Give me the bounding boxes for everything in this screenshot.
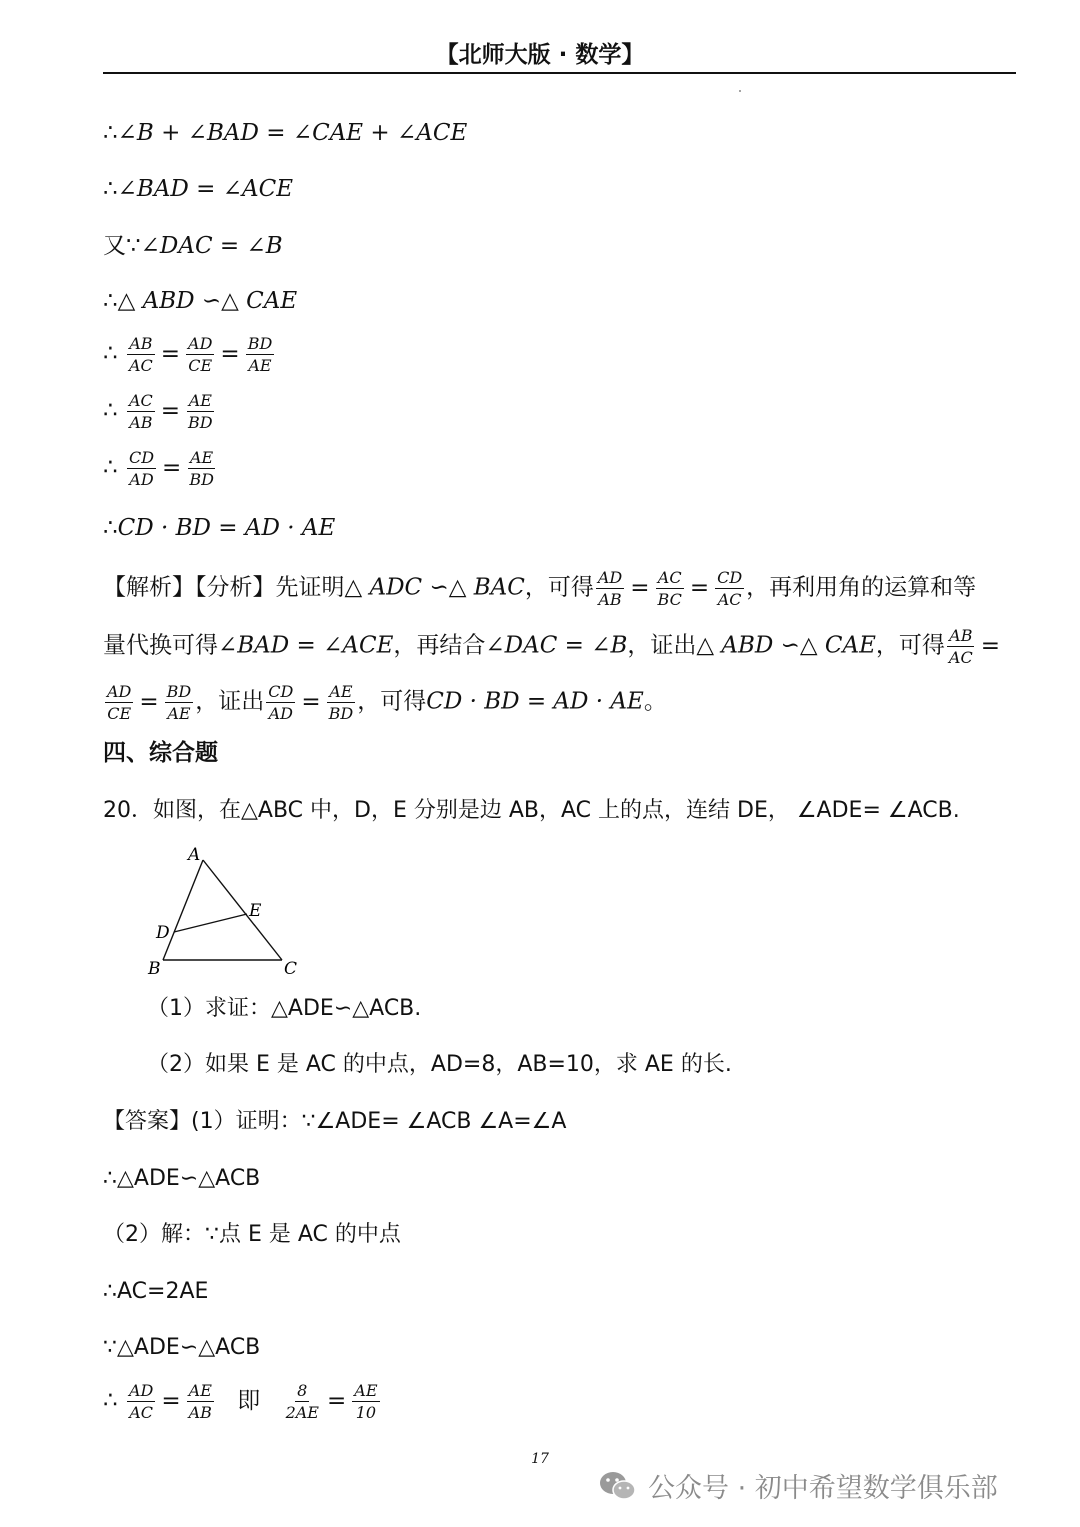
page-number: 17	[531, 1451, 549, 1467]
fraction-numerator: AE	[354, 1381, 378, 1400]
vertex-label-d: D	[156, 923, 170, 943]
proof-line-8: ∴CD · BD = AD · AE	[103, 515, 336, 541]
section-title: 四、综合题	[103, 740, 218, 766]
fraction-denominator: AB	[129, 413, 153, 432]
answer-line-3: （2）解：∵点 E 是 AC 的中点	[103, 1222, 401, 1247]
fraction-denominator: 10	[355, 1403, 377, 1422]
vertex-label-b: B	[148, 959, 161, 979]
answer-line-6: ∴ $\frac{AD}{AC}$ = $\frac{AE}{AB}$ 即 $\frac{8}{2AE}$ = $\frac{AE}{10}$	[103, 1381, 378, 1422]
fraction	[127, 448, 156, 489]
answer-line-2: ∴△ADE∽△ACB	[103, 1166, 261, 1191]
proof-line-3: 又∵∠DAC = ∠B	[103, 233, 283, 259]
fraction-numerator: AC	[657, 568, 682, 587]
analysis-line-1: 【解析】【分析】先证明△ ADC ∽△ BAC，可得 $\frac{AD}{AB}$ = $\frac{AC}{BC}$ = $\frac{CD}{AC}$ ，再利用角的运算和等	[103, 568, 977, 609]
fraction-numerator: AD	[188, 334, 213, 353]
proof-line-2: ∴∠BAD = ∠ACE	[103, 176, 294, 202]
proof-line-1: ∴∠B + ∠BAD = ∠CAE + ∠ACE	[103, 120, 468, 146]
fraction-numerator: AC	[128, 391, 153, 410]
question-1: （1）求证：△ADE∽△ACB.	[147, 996, 422, 1021]
fraction-numerator: CD	[717, 568, 743, 587]
answer-line-1: 【答案】(1）证明：∵∠ADE= ∠ACB ∠A=∠A	[103, 1109, 567, 1134]
page-header: 【北师大版 · 数学】	[435, 42, 645, 68]
fraction	[947, 626, 975, 667]
fraction	[127, 1381, 155, 1422]
watermark	[598, 1466, 998, 1505]
header-rule	[103, 72, 1016, 74]
fraction-denominator: AD	[129, 470, 154, 489]
analysis-line-2: 量代换可得∠BAD = ∠ACE，再结合∠DAC = ∠B，证出△ ABD ∽△ CAE，可得 $\frac{AB}{AC}$ =	[103, 626, 1000, 667]
fraction-denominator: CE	[188, 356, 213, 375]
fraction	[127, 334, 155, 375]
fraction-denominator: AC	[129, 1403, 154, 1422]
fraction-denominator: CE	[107, 704, 132, 723]
fraction-denominator: 2AE	[285, 1403, 319, 1422]
proof-fraction-line-3: ∴ $\frac{CD}{AD}$ = $\frac{AE}{BD}$	[103, 448, 214, 489]
fraction-numerator: BD	[247, 334, 273, 353]
problem-stem: 20．如图，在△ABC 中，D，E 分别是边 AB，AC 上的点，连结 DE， ∠ADE= ∠ACB.	[103, 798, 960, 823]
fraction-numerator: AD	[107, 682, 132, 701]
fraction-denominator: BD	[328, 704, 354, 723]
fraction	[165, 682, 194, 723]
scan-dot	[739, 90, 741, 92]
fraction-numerator: AD	[597, 568, 623, 587]
fraction-numerator: AD	[128, 1381, 154, 1400]
fraction-numerator: AB	[949, 626, 973, 645]
fraction-denominator: AB	[188, 1403, 212, 1422]
fraction-denominator: BC	[657, 590, 682, 609]
proof-fraction-line-2: ∴ $\frac{AC}{AB}$ = $\frac{AE}{BD}$	[103, 391, 213, 432]
wechat-icon	[598, 1469, 638, 1503]
fraction-numerator: CD	[128, 448, 155, 467]
fraction	[187, 1381, 214, 1422]
fraction	[127, 391, 155, 432]
fraction-numerator: AB	[129, 334, 153, 353]
fraction-denominator: AC	[948, 648, 973, 667]
answer-line-4: ∴AC=2AE	[103, 1279, 209, 1304]
fraction-numerator: AE	[188, 391, 212, 410]
fraction	[352, 1381, 379, 1422]
fraction	[656, 568, 684, 609]
fraction-denominator: AC	[128, 356, 153, 375]
fraction	[186, 391, 215, 432]
fraction-numerator: AE	[188, 1381, 212, 1400]
fraction	[186, 334, 214, 375]
fraction-denominator: AB	[598, 590, 622, 609]
answer-line-5: ∵△ADE∽△ACB	[103, 1335, 261, 1360]
proof-fraction-line-1: ∴ $\frac{AB}{AC}$ = $\frac{AD}{CE}$ = $\frac{BD}{AE}$	[103, 334, 273, 375]
fraction-numerator: AE	[329, 682, 353, 701]
fraction-numerator: AE	[189, 448, 214, 467]
fraction-denominator: AD	[268, 704, 293, 723]
fraction	[327, 682, 356, 723]
triangle-figure	[140, 840, 310, 980]
watermark-text: 公众号 · 初中希望数学俱乐部	[648, 1473, 998, 1504]
proof-line-4: ∴△ ABD ∽△ CAE	[103, 288, 298, 314]
fraction-numerator: 8	[297, 1381, 308, 1400]
fraction	[246, 334, 275, 375]
fraction	[266, 682, 295, 723]
vertex-label-a: A	[188, 845, 201, 865]
fraction-denominator: AE	[167, 704, 191, 723]
fraction	[284, 1381, 321, 1422]
fraction-numerator: CD	[268, 682, 294, 701]
fraction-denominator: AC	[717, 590, 742, 609]
fraction	[187, 448, 216, 489]
question-2: （2）如果 E 是 AC 的中点，AD=8，AB=10，求 AE 的长.	[147, 1052, 732, 1077]
fraction	[596, 568, 624, 609]
fraction-denominator: AE	[248, 356, 272, 375]
vertex-label-e: E	[249, 901, 262, 921]
vertex-label-c: C	[284, 959, 298, 979]
fraction-numerator: BD	[166, 682, 192, 701]
fraction-denominator: BD	[188, 413, 213, 432]
analysis-line-3: $\frac{AD}{CE}$ = $\frac{BD}{AE}$ ，证出 $\frac{CD}{AD}$ = $\frac{AE}{BD}$ ，可得CD · BD = AD · AE。	[107, 682, 667, 723]
fraction-denominator: BD	[189, 470, 214, 489]
fraction	[105, 682, 133, 723]
fraction	[715, 568, 744, 609]
